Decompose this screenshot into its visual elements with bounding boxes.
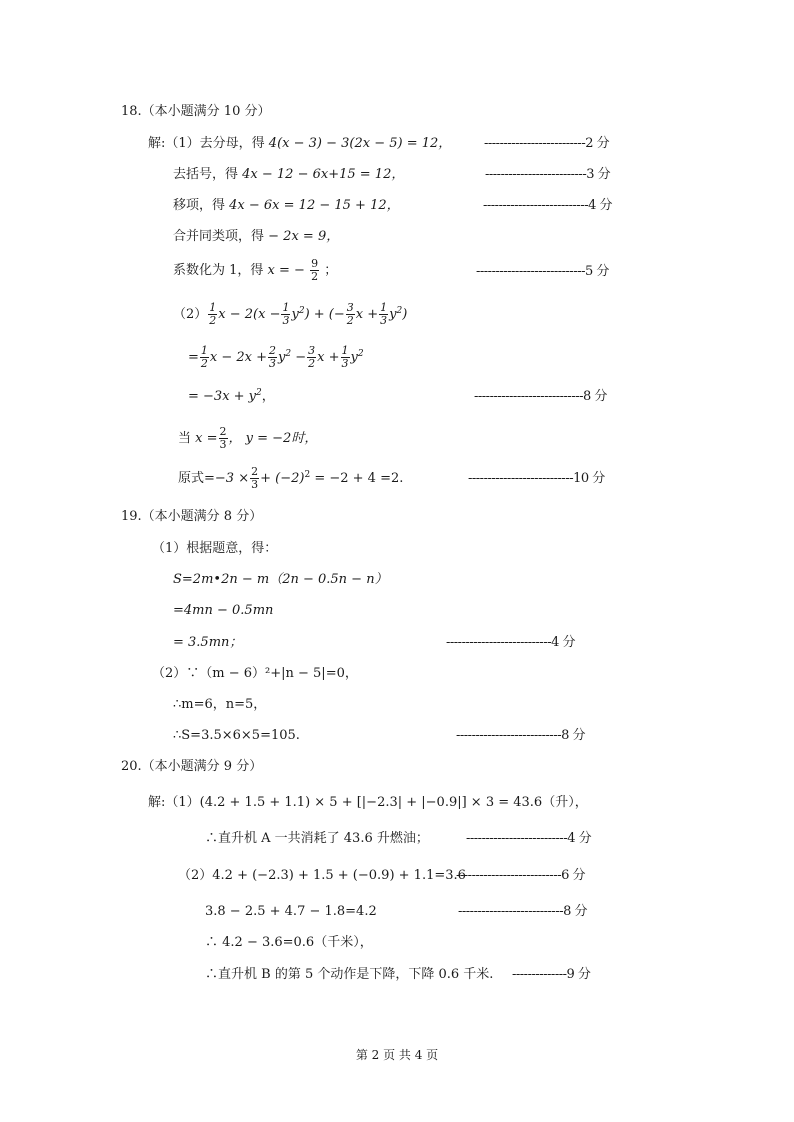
q19-line6: ∴m=6，n=5， (173, 697, 267, 712)
q18-line3-math: 4x − 6x = 12 − 15 + 12， (229, 198, 400, 213)
q18-line2 (173, 166, 404, 184)
q18-line5: 系数化为 1，得 x = − $\frac{9}{2}$ ； (173, 257, 338, 283)
q18-when: 当 x = $\frac{2}{3}$ ， y = −2时， (178, 425, 318, 451)
q18-heading: 18.（本小题满分 10 分） (121, 104, 271, 119)
q19-score-4: ---------------------------4 分 (446, 635, 576, 650)
q19-line4: = 3.5mn； (173, 635, 243, 650)
q19-line3: =4mn − 0.5mn (173, 603, 274, 618)
page-footer: 第 2 页 共 4 页 (355, 1048, 439, 1062)
q18-score-8: ----------------------------8 分 (474, 389, 607, 404)
q20-line1: 解:（1）(4.2 + 1.5 + 1.1) × 5 + [|−2.3| + |−0.9|] × 3 = 43.6（升）， (148, 795, 588, 810)
q18-line3-text: 移项，得 (173, 198, 226, 213)
q18-part2-simplified: = $-3x + y^2$， (188, 388, 275, 404)
q18-line4 (173, 228, 339, 246)
q20-heading: 20.（本小题满分 9 分） (121, 759, 263, 774)
q20-line1-math: (4.2 + 1.5 + 1.1) × 5 + [|−2.3| + |−0.9|] × 3 = 43.6（升）， (199, 795, 588, 810)
q18-score-2: --------------------------2 分 (484, 136, 610, 151)
q19-line7: ∴S=3.5×6×5=105. (173, 728, 300, 743)
q18-score-10: ---------------------------10 分 (468, 471, 605, 486)
q18-line2-text: 去括号，得 (173, 167, 239, 182)
q18-line1-math: 4(x − 3) − 3(2x − 5) = 12， (268, 136, 452, 151)
q18-line5-fraction: $\frac{9}{2}$ (311, 257, 319, 283)
q18-part2-label: （2） (173, 307, 208, 322)
q19-line5: （2）∵（m − 6）²+|n − 5|=0， (152, 666, 358, 681)
q20-score-6: ---------------------------6 分 (456, 868, 586, 883)
q19-heading: 19.（本小题满分 8 分） (121, 509, 263, 524)
q20-line3: （2）4.2 + (−2.3) + 1.5 + (−0.9) + 1.1=3.6 (178, 868, 466, 883)
q20-line5: ∴ 4.2 − 3.6=0.6（千米）， (205, 935, 373, 950)
q19-line2: S=2m•2n − m（2n − 0.5n − n） (173, 572, 388, 587)
q18-line5-text: 系数化为 1，得 (173, 263, 264, 278)
q19-score-8: ---------------------------8 分 (456, 728, 586, 743)
q18-part2-expand: = $\frac{1}{2}$ x − 2x + $\frac{2}{3}$ $y^2$ − $\frac{3}{2}$ x + $\frac{1}{3}$ $y^2$ (188, 344, 364, 370)
q20-line6: ∴直升机 B 的第 5 个动作是下降，下降 0.6 千米. (205, 967, 494, 982)
q19-line1: （1）根据题意，得： (152, 541, 278, 556)
q18-when-fraction: $\frac{2}{3}$ (219, 425, 227, 451)
q18-evaluation: 原式=−3 × $\frac{2}{3}$ + $(-2)^2 = -2 + 4 =2$. (178, 465, 404, 491)
q18-line4-text: 合并同类项，得 (173, 229, 265, 244)
q20-score-4: --------------------------4 分 (466, 831, 592, 846)
q18-line4-math: − 2x = 9， (268, 229, 340, 244)
q18-line2-math: 4x − 12 − 6x+15 = 12， (242, 167, 405, 182)
q20-score-9: --------------9 分 (512, 967, 591, 982)
q18-score-4: ---------------------------4 分 (483, 198, 613, 213)
q18-part2-expr: （2） $\frac{1}{2}$ x − 2(x − $\frac{1}{3}$ $y^2$) + (− $\frac{3}{2}$ x + $\frac{1}{3}$ $y^2$) (173, 301, 408, 327)
q20-score-8: ---------------------------8 分 (458, 904, 588, 919)
q18-line3 (173, 197, 400, 215)
q18-line5-math: x = − (267, 263, 305, 278)
q20-line4: 3.8 − 2.5 + 4.7 − 1.8=4.2 (205, 904, 377, 919)
q18-line1 (148, 135, 451, 153)
q18-score-3: --------------------------3 分 (485, 167, 611, 182)
q18-frac-half: $\frac{1}{2}$ (209, 301, 217, 327)
q18-score-5: ----------------------------5 分 (476, 264, 609, 279)
q18-line1-text: 解:（1）去分母，得 (148, 136, 265, 151)
q20-line2: ∴直升机 A 一共消耗了 43.6 升燃油； (205, 831, 429, 846)
